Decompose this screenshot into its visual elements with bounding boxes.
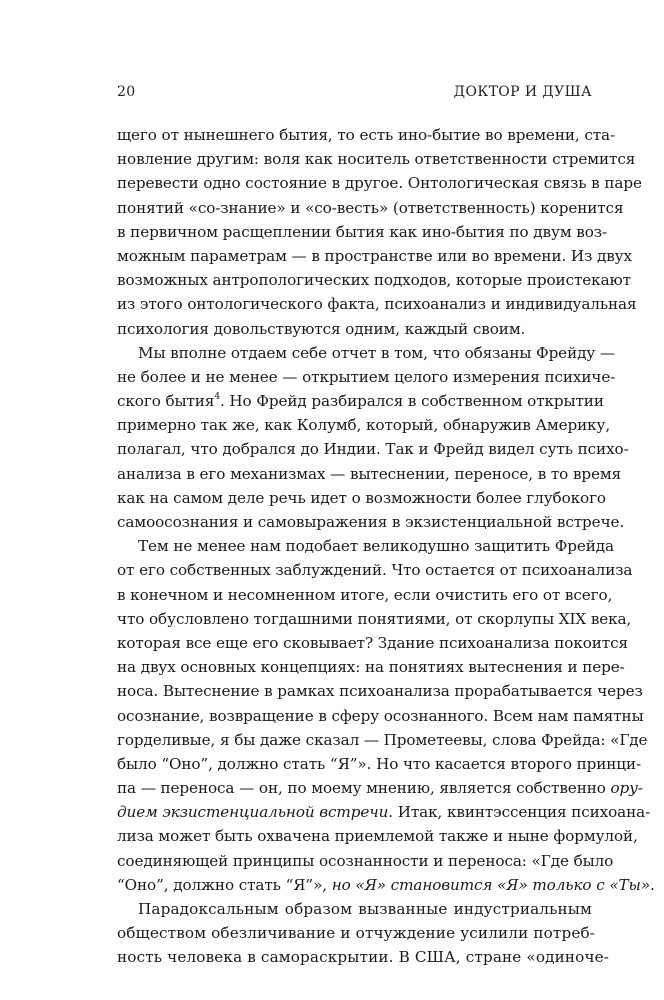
text-line: анализа в его механизмах — вытеснении, переносе, в то время xyxy=(117,464,622,483)
text-line xyxy=(117,800,651,824)
italic-run: ору- xyxy=(610,779,643,798)
text-line: обществом обезличивание и отчуждение усилили потреб- xyxy=(117,924,596,943)
book-title: ДОКТОР И ДУША xyxy=(453,84,592,100)
text-line: лиза может быть охвачена приемлемой также и ныне формулой, xyxy=(117,827,638,846)
body-text xyxy=(117,123,655,970)
text-line: осознание, возвращение в сферу осознанного. Всем нам памятны xyxy=(117,706,644,725)
text-line: на двух основных концепциях: на понятиях вытеснения и пере- xyxy=(117,658,625,677)
text-line: психология довольствуются одним, каждый своим. xyxy=(117,319,526,338)
italic-run: но «Я» становится «Я» только с «Ты» xyxy=(331,875,651,894)
text-line xyxy=(117,776,643,800)
text-line: полагал, что добрался до Индии. Так и Фрейд видел суть психо- xyxy=(117,440,629,459)
text-line: Парадоксальным образом вызванные индустриальным xyxy=(138,900,592,918)
page-number: 20 xyxy=(117,84,136,100)
text-line: как на самом деле речь идет о возможности более глубокого xyxy=(117,488,606,507)
text-line: можным параметрам — в пространстве или во времени. Из двух xyxy=(117,246,632,265)
text-run: . xyxy=(650,875,655,894)
text-line: горделивые, я бы даже сказал — Прометеевы, слова Фрейда: «Где xyxy=(117,730,648,749)
text-line: соединяющей принципы осознанности и переноса: «Где было xyxy=(117,851,614,870)
text-line xyxy=(117,873,655,897)
text-line: в конечном и несомненном итоге, если очистить его от всего, xyxy=(117,585,613,604)
text-line: Мы вполне отдаем себе отчет в том, что обязаны Фрейду — xyxy=(138,343,616,362)
running-head xyxy=(117,84,592,104)
text-run: . Но Фрейд разбирался в собственном открытии xyxy=(219,392,604,411)
text-line: щего от нынешнего бытия, то есть ино-бытие во времени, ста- xyxy=(117,126,616,144)
text-line: было “Оно”, должно стать “Я”». Но что касается второго принци- xyxy=(117,754,642,773)
text-line xyxy=(117,389,604,413)
text-line: самоосознания и самовыражения в экзистенциальной встрече. xyxy=(117,513,625,531)
text-line: новление другим: воля как носитель ответственности стремится xyxy=(117,150,636,169)
text-line: Тем не менее нам подобает великодушно защитить Фрейда xyxy=(138,537,615,556)
text-line: в первичном расщеплении бытия как ино-бытия по двум воз- xyxy=(117,222,607,241)
text-run: ского бытия xyxy=(117,392,215,411)
footnote-marker[interactable]: 4 xyxy=(214,392,220,403)
text-line: носа. Вытеснение в рамках психоанализа прорабатывается через xyxy=(117,682,643,701)
text-line: перевести одно состояние в другое. Онтологическая связь в паре xyxy=(117,174,642,193)
text-line: что обусловлено тогдашними понятиями, от скорлупы XIX века, xyxy=(117,609,632,628)
text-line: которая все еще его сковывает? Здание психоанализа покоится xyxy=(117,633,628,652)
text-run: па — переноса — он, по моему мнению, является собственно xyxy=(117,779,611,798)
text-line: возможных антропологических подходов, которые проистекают xyxy=(117,271,631,290)
text-line: не более и не менее — открытием целого измерения психиче- xyxy=(117,367,616,386)
text-run: . Итак, квинтэссенция психоана- xyxy=(388,803,651,822)
text-line: от его собственных заблуждений. Что остается от психоанализа xyxy=(117,561,633,580)
text-line: ность человека в самораскрытии. В США, стране «одиноче- xyxy=(117,948,610,967)
italic-run: дием экзистенциальной встречи xyxy=(117,803,389,822)
text-line: понятий «со-знание» и «со-весть» (ответственность) коренится xyxy=(117,198,624,217)
text-line: примерно так же, как Колумб, который, обнаружив Америку, xyxy=(117,416,611,435)
text-line: из этого онтологического факта, психоанализ и индивидуальная xyxy=(117,295,637,314)
text-run: “Оно”, должно стать “Я”», xyxy=(117,875,332,894)
